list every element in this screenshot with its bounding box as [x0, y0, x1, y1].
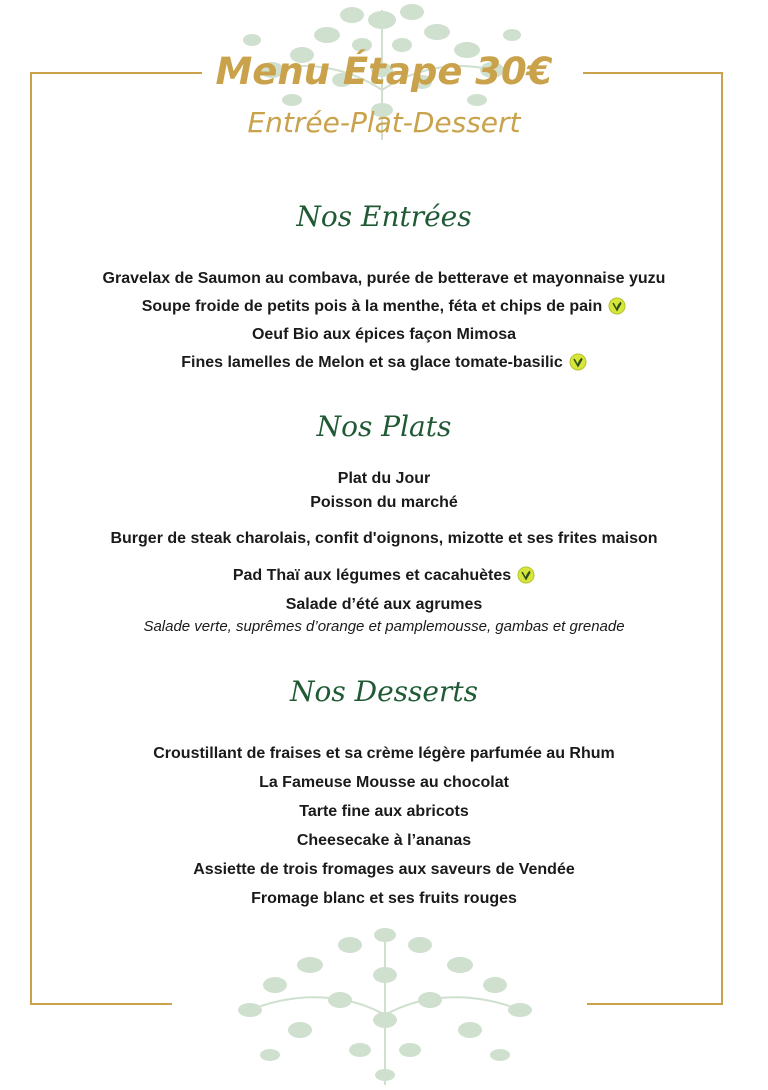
section-heading-desserts: Nos Desserts: [290, 675, 478, 708]
vegetarian-leaf-icon: [569, 353, 587, 371]
menu-title: Menu Étape 30€: [215, 50, 553, 93]
list-item: [0, 353, 768, 373]
list-item: [0, 566, 768, 586]
item-label: Oeuf Bio aux épices façon Mimosa: [251, 326, 517, 343]
item-label: Burger de steak charolais, confit d'oignons, mizotte et ses frites maison: [110, 530, 658, 547]
item-label: Tarte fine aux abricots: [299, 803, 469, 820]
list-item: [0, 744, 768, 764]
list-item: [0, 889, 768, 909]
item-label: Pad Thaï aux légumes et cacahuètes: [232, 567, 512, 584]
frame-bottom-left: [30, 1003, 172, 1005]
salad-description: Salade verte, suprêmes d’orange et pamplemousse, gambas et grenade: [143, 618, 625, 635]
item-label: Salade d’été aux agrumes: [285, 596, 483, 613]
item-label: Gravelax de Saumon au combava, purée de betterave et mayonnaise yuzu: [102, 270, 666, 287]
item-label: Fromage blanc et ses fruits rouges: [251, 890, 517, 907]
item-label: Soupe froide de petits pois à la menthe, féta et chips de pain: [141, 298, 603, 315]
item-label: Croustillant de fraises et sa crème légère parfumée au Rhum: [153, 745, 615, 762]
list-item: [0, 802, 768, 822]
list-item: [0, 860, 768, 880]
list-item: [0, 595, 768, 615]
list-item: [0, 831, 768, 851]
item-label: Assiette de trois fromages aux saveurs de Vendée: [193, 861, 575, 878]
frame-bottom-right: [587, 1003, 723, 1005]
list-item: [0, 297, 768, 317]
item-label: Poisson du marché: [310, 494, 458, 511]
list-item: [0, 469, 768, 489]
menu-subtitle: Entrée-Plat-Dessert: [247, 106, 521, 139]
section-heading-entrees: Nos Entrées: [296, 200, 472, 233]
section-heading-plats: Nos Plats: [316, 410, 452, 443]
list-item: [0, 773, 768, 793]
item-label: Plat du Jour: [337, 470, 431, 487]
list-item: [0, 325, 768, 345]
vegetarian-leaf-icon: [608, 297, 626, 315]
item-label: La Fameuse Mousse au chocolat: [259, 774, 509, 791]
list-item: [0, 529, 768, 549]
item-label: Fines lamelles de Melon et sa glace tomate-basilic: [181, 354, 563, 371]
vegetarian-leaf-icon: [517, 566, 535, 584]
list-item: [0, 269, 768, 289]
leaf-branch-icon: [210, 915, 560, 1090]
item-label: Cheesecake à l’ananas: [296, 832, 472, 849]
list-item: [0, 493, 768, 513]
